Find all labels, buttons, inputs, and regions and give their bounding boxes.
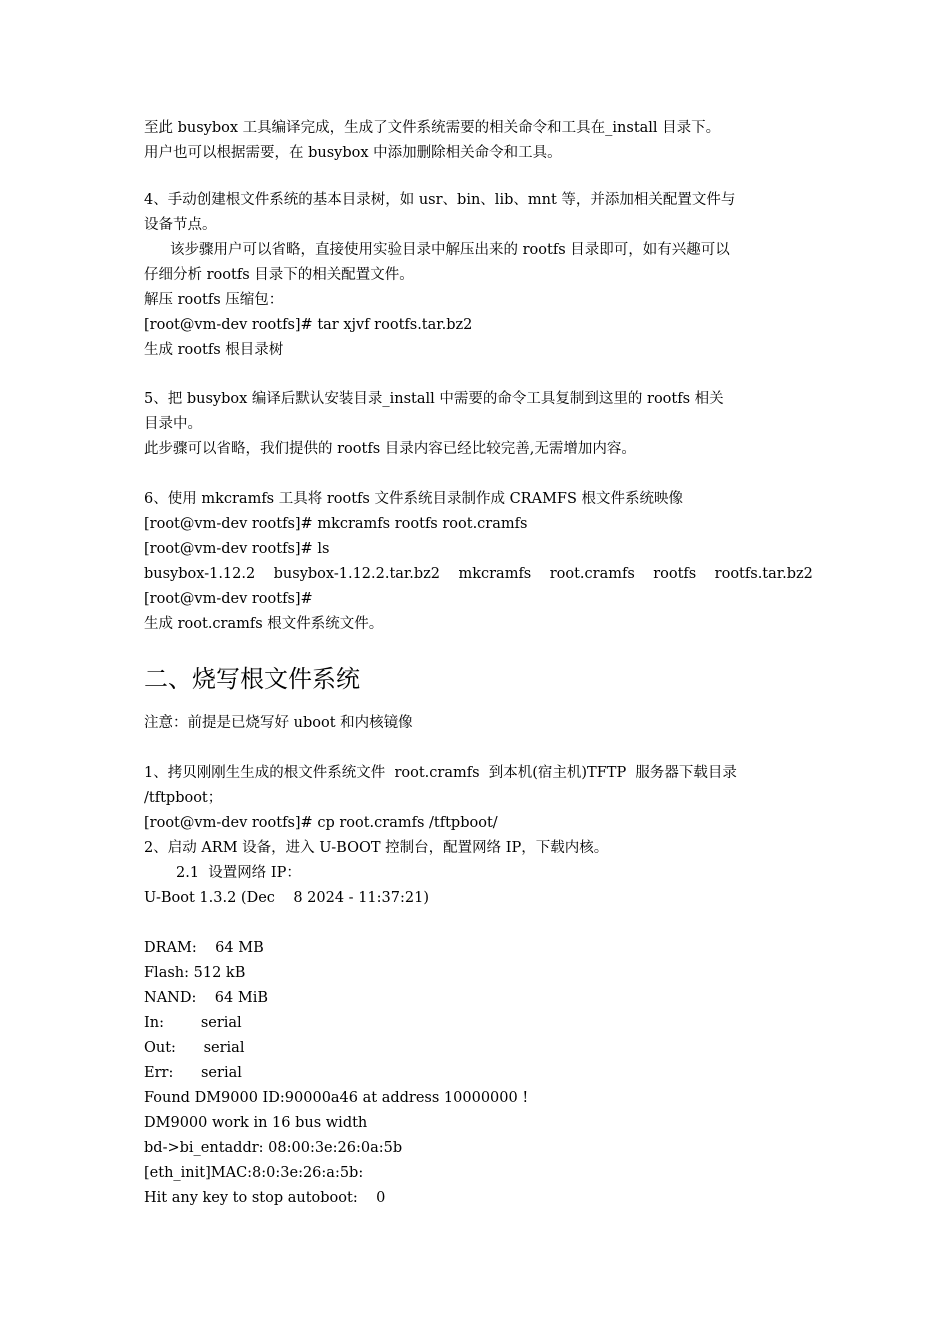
text-line: 5、把 busybox 编译后默认安装目录_install 中需要的命令工具复制到这里的 rootfs 相关 [144,391,724,407]
command-line: [root@vm-dev rootfs]# cp root.cramfs /tftpboot/ [144,815,498,831]
text-line: 1、拷贝刚刚生生成的根文件系统文件 root.cramfs 到本机(宿主机)TFTP 服务器下载目录 [144,765,737,781]
console-line: Out: serial [144,1040,245,1056]
text-line: 仔细分析 rootfs 目录下的相关配置文件。 [144,267,414,283]
console-line: DRAM: 64 MB [144,940,264,956]
console-line: U-Boot 1.3.2 (Dec 8 2024 - 11:37:21) [144,890,429,906]
note-line: 注意：前提是已烧写好 uboot 和内核镜像 [144,715,413,731]
console-line: NAND: 64 MiB [144,990,268,1006]
command-line: [root@vm-dev rootfs]# tar xjvf rootfs.tar.bz2 [144,317,473,333]
console-line: bd->bi_entaddr: 08:00:3e:26:0a:5b [144,1140,403,1156]
command-line: [root@vm-dev rootfs]# mkcramfs rootfs root.cramfs [144,516,528,532]
text-line: 解压 rootfs 压缩包： [144,292,284,308]
text-line: 用户也可以根据需要，在 busybox 中添加删除相关命令和工具。 [144,145,562,161]
console-line: In: serial [144,1015,242,1031]
text-line: 2、启动 ARM 设备，进入 U-BOOT 控制台，配置网络 IP，下载内核。 [144,840,609,856]
command-line: [root@vm-dev rootfs]# [144,591,313,607]
text-line: 至此 busybox 工具编译完成，生成了文件系统需要的相关命令和工具在_install 目录下。 [144,120,721,136]
console-line: Hit any key to stop autoboot: 0 [144,1190,386,1206]
text-line: 生成 rootfs 根目录树 [144,342,284,358]
text-line: 6、使用 mkcramfs 工具将 rootfs 文件系统目录制作成 CRAMFS 根文件系统映像 [144,491,684,507]
console-line: DM9000 work in 16 bus width [144,1115,368,1131]
text-line: 目录中。 [144,416,202,432]
text-line: 4、手动创建根文件系统的基本目录树，如 usr、bin、lib、mnt 等，并添加相关配置文件与 [144,192,736,208]
text-line: 2.1 设置网络 IP： [176,865,301,881]
command-line: [root@vm-dev rootfs]# ls [144,541,330,557]
text-line: /tftpboot； [144,790,223,806]
console-line: Flash: 512 kB [144,965,246,981]
section-heading: 二、烧写根文件系统 [144,665,360,693]
console-line: Found DM9000 ID:90000a46 at address 10000000 ! [144,1090,529,1106]
text-line: 设备节点。 [144,217,217,233]
text-line: 此步骤可以省略，我们提供的 rootfs 目录内容已经比较完善,无需增加内容。 [144,441,636,457]
text-line: 该步骤用户可以省略，直接使用实验目录中解压出来的 rootfs 目录即可，如有兴趣可以 [170,242,730,258]
console-line: [eth_init]MAC:8:0:3e:26:a:5b: [144,1165,364,1181]
text-line: 生成 root.cramfs 根文件系统文件。 [144,616,384,632]
command-output: busybox-1.12.2 busybox-1.12.2.tar.bz2 mkcramfs root.cramfs rootfs rootfs.tar.bz2 [144,566,813,582]
console-line: Err: serial [144,1065,242,1081]
